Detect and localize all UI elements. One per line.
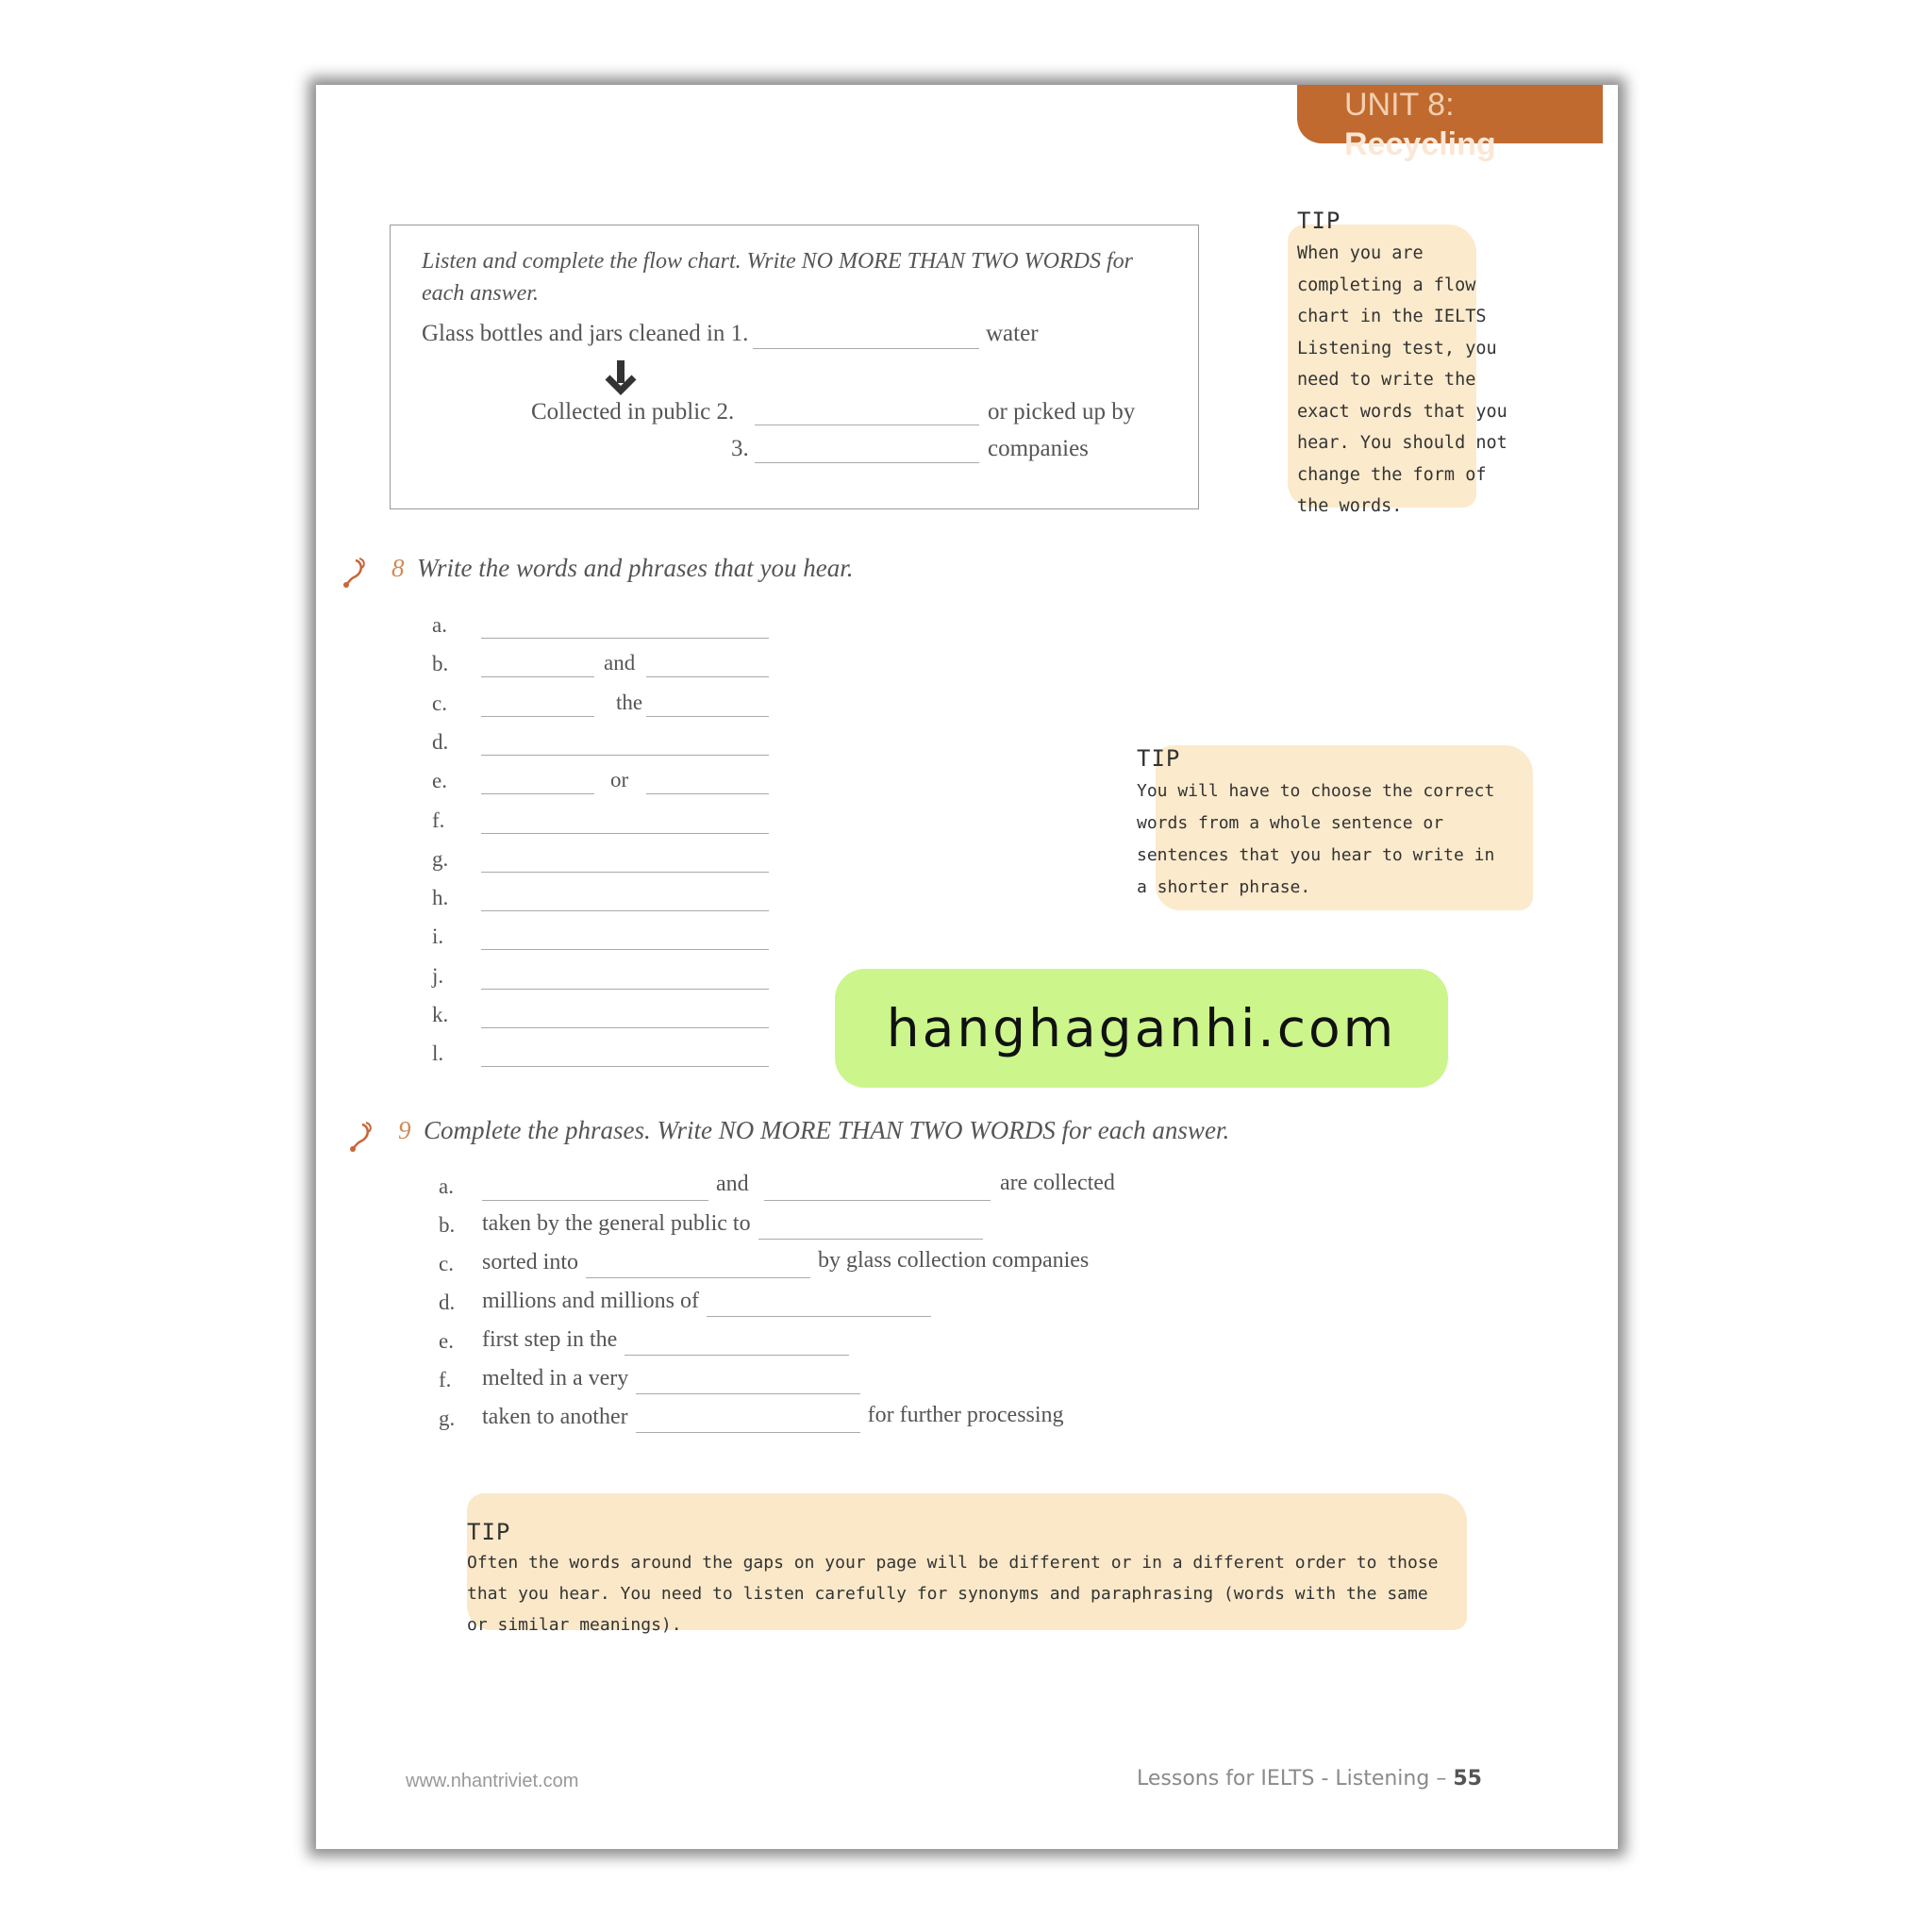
answer-gap[interactable] [586,1277,810,1278]
flowchart-line3-end: companies [988,436,1089,461]
tip1-title: TIP [1297,208,1341,234]
watermark-badge: hanghaganhi.com [835,969,1448,1088]
unit-header-tab [1297,85,1603,162]
exercise8-item-letter: d. [432,729,449,754]
exercise9-number: 9 [398,1116,411,1144]
flowchart-instruction: Listen and complete the flow chart. Write NO MORE THAN TWO WORDS for each answer. [422,249,1133,306]
answer-gap[interactable] [481,949,769,950]
exercise8-item-letter: b. [432,652,449,676]
exercise9-item-before: taken to another [482,1405,628,1429]
book-page [316,85,1618,1849]
exercise8-instruction: Write the words and phrases that you hear. [417,554,854,582]
answer-gap-1[interactable] [753,348,979,349]
answer-gap[interactable] [481,989,769,990]
answer-gap[interactable] [481,676,594,677]
exercise9-item-before: taken by the general public to [482,1211,751,1236]
exercise8-title [391,554,854,583]
answer-gap[interactable] [481,755,769,756]
answer-gap[interactable] [481,910,769,911]
footer-book-title [1137,1767,1482,1790]
tip2-title: TIP [1137,745,1181,772]
down-arrow-icon [604,358,638,396]
answer-gap[interactable] [758,1239,983,1240]
answer-gap[interactable] [646,793,769,794]
exercise8-item-letter: g. [432,846,449,871]
flowchart-line3-start: 3. [731,436,749,461]
answer-gap[interactable] [482,1200,708,1201]
exercise9-item-letter: f. [439,1368,452,1391]
answer-gap[interactable] [636,1432,860,1433]
exercise9-item-after: for further processing [867,1403,1064,1427]
answer-gap[interactable] [481,1066,769,1067]
answer-gap[interactable] [481,872,769,873]
answer-gap[interactable] [764,1200,991,1201]
answer-gap[interactable] [707,1316,931,1317]
audio-track-icon [349,1121,377,1153]
exercise8-item-connector: and [604,651,636,675]
exercise9-item-connector: and [716,1172,749,1196]
exercise9-item-before: first step in the [482,1327,618,1352]
flowchart-line1-start: Glass bottles and jars cleaned in 1. [422,321,749,346]
tip3-text: Often the words around the gaps on your page will be different or in a different order to those that you hear. You need to listen carefully for synonyms and paraphrasing (words with the same or similar meanings). [467,1553,1439,1635]
footer-book-name: Lessons for IELTS - Listening – [1137,1767,1447,1790]
exercise9-item-letter: g. [439,1407,456,1430]
exercise9-item-after: by glass collection companies [818,1248,1090,1273]
flowchart-line2-end: or picked up by [988,399,1136,425]
exercise8-item-letter: c. [432,691,447,715]
exercise9-item-letter: c. [439,1252,454,1275]
footer-website: www.nhantriviet.com [406,1771,579,1791]
exercise9-item-before: millions and millions of [482,1289,700,1313]
exercise8-item-letter: k. [432,1003,449,1026]
answer-gap[interactable] [481,638,769,639]
exercise9-item-letter: e. [439,1329,454,1353]
exercise9-instruction: Complete the phrases. Write NO MORE THAN TWO WORDS for each answer. [424,1116,1230,1144]
answer-gap[interactable] [481,1027,769,1028]
exercise8-number: 8 [391,554,405,582]
exercise9-item-letter: b. [439,1213,456,1237]
exercise8-item-letter: a. [432,613,447,637]
exercise8-item-letter: j. [432,963,444,988]
answer-gap[interactable] [646,716,769,717]
exercise8-item-letter: f. [432,808,445,832]
exercise9-item-after: are collected [1000,1171,1115,1195]
page-number: 55 [1453,1767,1482,1790]
answer-gap[interactable] [646,676,769,677]
answer-gap[interactable] [481,833,769,834]
tip3-title: TIP [467,1519,511,1545]
answer-gap-3[interactable] [755,462,979,463]
answer-gap[interactable] [481,793,594,794]
answer-gap[interactable] [636,1393,860,1394]
exercise8-item-letter: i. [432,924,444,949]
exercise8-item-letter: e. [432,769,447,793]
unit-title: Recycling [1344,126,1496,162]
exercise8-item-connector: or [610,768,629,792]
flowchart-line1-end: water [986,321,1039,346]
exercise9-item-before: melted in a very [482,1366,629,1391]
unit-number: UNIT 8: [1344,87,1455,123]
exercise8-item-connector: the [616,690,643,714]
answer-gap[interactable] [625,1355,849,1356]
tip1-text: When you are completing a flow chart in the IELTS Listening test, you need to write the exact words that you hear. You should not change the form of the words. [1297,243,1507,516]
flowchart-line2-start: Collected in public 2. [531,399,735,425]
exercise9-item-before: sorted into [482,1250,578,1274]
exercise9-title [398,1116,1229,1145]
answer-gap[interactable] [481,716,594,717]
exercise9-item-letter: a. [439,1174,454,1198]
audio-track-icon [342,557,371,589]
exercise8-item-letter: h. [432,886,449,910]
tip2-text: You will have to choose the correct words from a whole sentence or sentences that you hear to write in a shorter phrase. [1137,781,1495,897]
exercise8-item-letter: l. [432,1041,444,1066]
exercise9-item-letter: d. [439,1291,456,1314]
